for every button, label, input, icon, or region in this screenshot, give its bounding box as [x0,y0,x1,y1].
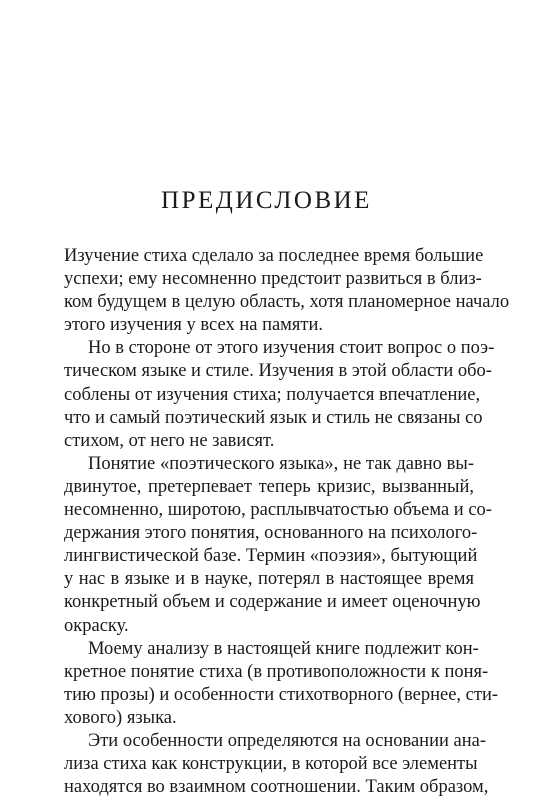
text-line: тическом языке и стиле. Изучения в этой области обо- [64,361,492,382]
paragraph [64,337,495,452]
body-text [64,245,510,799]
text-line: Эти особенности определяются на основании ана- [88,730,486,751]
text-line: находятся во взаимном соотношении. Таким образом, [64,777,489,798]
paragraph [64,638,499,730]
text-line: Но в стороне от этого изучения стоит вопрос о поэ- [88,338,495,359]
text-line: Моему анализу в настоящей книге подлежит кон- [88,638,479,659]
text-line: что и самый поэтический язык и стиль не связаны со [64,407,483,428]
text-line: несомненно, широтою, расплывчатостью объема и со- [64,500,492,521]
text-line: тию прозы) и особенности стихотворного (вернее, сти- [64,684,499,705]
text-line: соблены от изучения стиха; получается впечатление, [64,384,481,405]
text-line: кретное понятие стиха (в противоположности к поня- [64,661,489,682]
text-line: Изучение стиха сделало за последнее время большие [64,246,484,266]
paragraph [64,453,492,638]
text-line: окраску. [64,615,129,636]
text-line: стихом, от него не зависят. [64,430,275,451]
text-line: ком будущем в целую область, хотя планомерное начало [64,292,510,313]
paragraph [64,245,510,337]
text-line: лингвистической базе. Термин «поэзия», бытующий [64,546,478,567]
text-line: лиза стиха как конструкции, в которой все элементы [64,754,478,775]
text-line: конкретный объем и содержание и имеет оценочную [64,592,481,613]
paragraph [64,730,489,799]
text-line: у нас в языке и в науке, потерял в настоящее время [64,569,474,590]
text-line: хового) языка. [64,707,177,728]
chapter-title: ПРЕДИСЛОВИЕ [161,187,372,214]
text-line: держания этого понятия, основанного на психолого- [64,523,478,544]
text-line: Понятие «поэтического языка», не так давно вы- [88,453,474,474]
text-line: этого изучения у всех на памяти. [64,315,324,336]
text-line: двинутое, претерпевает теперь кризис, вызванный, [64,476,474,497]
text-line: успехи; ему несомненно предстоит развиться в близ- [64,269,482,290]
